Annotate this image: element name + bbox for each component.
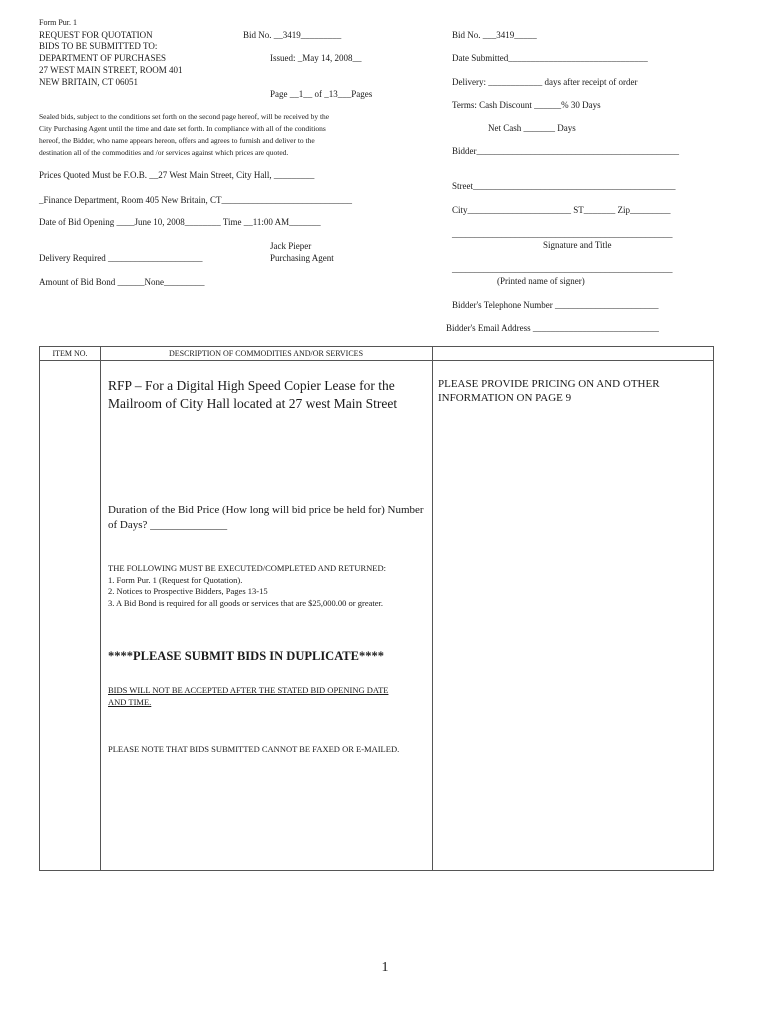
- sealed-bids-line-3: hereof, the Bidder, who name appears hereon, offers and agrees to furnish and deliver to the: [39, 136, 315, 145]
- city-state-zip-field[interactable]: City_______________________ ST_______ Zip_________: [452, 205, 671, 215]
- signature-field[interactable]: _________________________________________________: [452, 229, 673, 239]
- signature-label: Signature and Title: [543, 240, 612, 250]
- column-divider: [100, 347, 101, 870]
- bid-bond: Amount of Bid Bond ______None_________: [39, 277, 205, 287]
- bidder-bid-number: Bid No. ___3419_____: [452, 30, 537, 40]
- form-id: Form Pur. 1: [39, 18, 78, 27]
- issued-date: Issued: _May 14, 2008__: [270, 53, 362, 63]
- header-divider: [40, 360, 713, 361]
- delivery-required: Delivery Required _____________________: [39, 253, 203, 263]
- required-documents-heading: THE FOLLOWING MUST BE EXECUTED/COMPLETED AND RETURNED:: [108, 563, 386, 573]
- bid-opening-date: Date of Bid Opening ____June 10, 2008________ Time __11:00 AM_______: [39, 217, 321, 227]
- telephone-field[interactable]: Bidder's Telephone Number _______________________: [452, 300, 659, 310]
- column-header-description: DESCRIPTION OF COMMODITIES AND/OR SERVICES: [168, 349, 364, 358]
- title-line-2: BIDS TO BE SUBMITTED TO:: [39, 41, 158, 51]
- pricing-note: PLEASE PROVIDE PRICING ON AND OTHER INFORMATION ON PAGE 9: [438, 378, 660, 404]
- agent-title: Purchasing Agent: [270, 253, 334, 263]
- title-line-1: REQUEST FOR QUOTATION: [39, 30, 153, 40]
- required-documents: [108, 563, 418, 609]
- delivery-days-field[interactable]: Delivery: ____________ days after receipt of order: [452, 77, 638, 87]
- agent-name: Jack Pieper: [270, 241, 312, 251]
- page-number: 1: [381, 960, 389, 975]
- sealed-bids-line-2: City Purchasing Agent until the time and date set forth. In compliance with all of the conditions: [39, 124, 326, 133]
- bid-duration-field[interactable]: Duration of the Bid Price (How long will bid price be held for) Number of Days? ______________: [108, 504, 424, 531]
- title-line-4: 27 WEST MAIN STREET, ROOM 401: [39, 65, 183, 75]
- column-header-item: ITEM NO.: [52, 349, 88, 358]
- required-document-item: 3. A Bid Bond is required for all goods or services that are $25,000.00 or greater.: [108, 597, 384, 608]
- fob-line-1: Prices Quoted Must be F.O.B. __27 West Main Street, City Hall, _________: [39, 170, 315, 180]
- bidder-name-field[interactable]: Bidder_____________________________________________: [452, 146, 679, 156]
- net-cash-field[interactable]: Net Cash _______ Days: [488, 123, 576, 133]
- street-field[interactable]: Street_____________________________________________: [452, 181, 676, 191]
- fob-line-2: _Finance Department, Room 405 New Britain, CT_____________________________: [39, 195, 352, 205]
- email-field[interactable]: Bidder's Email Address ____________________________: [446, 323, 659, 333]
- printed-name-label: (Printed name of signer): [497, 276, 585, 286]
- bid-number: Bid No. __3419_________: [243, 30, 342, 40]
- cash-discount-field[interactable]: Terms: Cash Discount ______% 30 Days: [452, 100, 601, 110]
- late-bids-notice: BIDS WILL NOT BE ACCEPTED AFTER THE STATED BID OPENING DATE AND TIME.: [108, 685, 389, 707]
- printed-name-field[interactable]: _________________________________________________: [452, 264, 673, 274]
- required-document-item: 2. Notices to Prospective Bidders, Pages 13-15: [108, 586, 268, 596]
- title-line-5: NEW BRITAIN, CT 06051: [39, 77, 138, 87]
- rfp-description: RFP – For a Digital High Speed Copier Lease for the Mailroom of City Hall located at 27 west Main Street: [108, 378, 398, 411]
- sealed-bids-line-4: destination all of the commodities and /or services against which prices are quoted.: [39, 148, 289, 157]
- commodities-table: [39, 346, 714, 871]
- date-submitted-field[interactable]: Date Submitted_______________________________: [452, 53, 648, 63]
- sealed-bids-line-1: Sealed bids, subject to the conditions set forth on the second page hereof, will be received by the: [39, 112, 330, 121]
- duplicate-notice: ****PLEASE SUBMIT BIDS IN DUPLICATE****: [108, 649, 384, 663]
- title-line-3: DEPARTMENT OF PURCHASES: [39, 53, 166, 63]
- column-divider: [432, 347, 433, 870]
- no-fax-notice: PLEASE NOTE THAT BIDS SUBMITTED CANNOT BE FAXED OR E-MAILED.: [108, 744, 400, 754]
- page-count: Page __1__ of _13___Pages: [270, 89, 373, 99]
- required-document-item: 1. Form Pur. 1 (Request for Quotation).: [108, 574, 243, 585]
